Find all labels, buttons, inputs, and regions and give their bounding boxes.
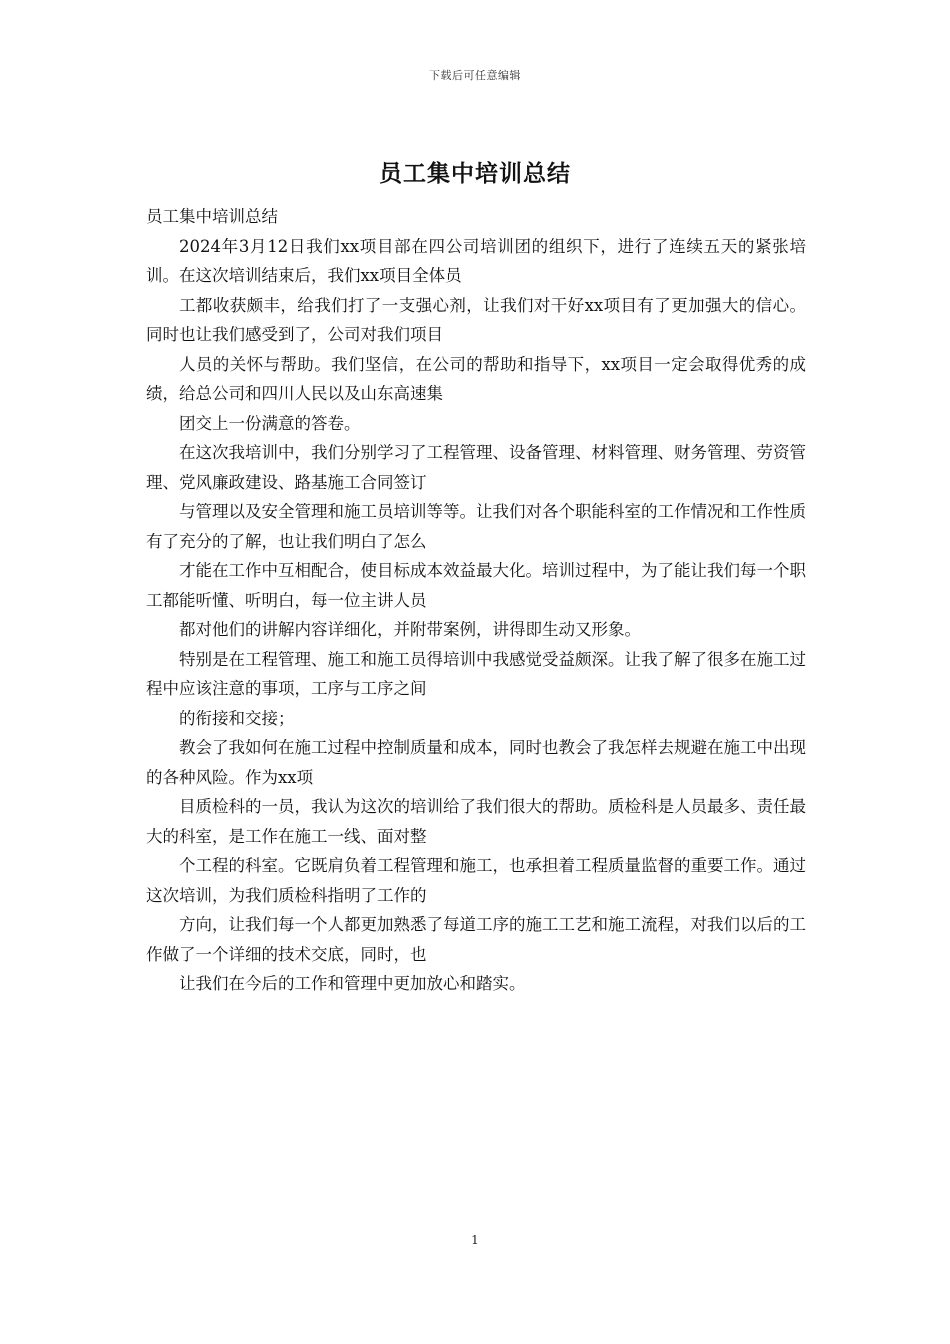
page-number: 1: [471, 1233, 479, 1247]
paragraph: 教会了我如何在施工过程中控制质量和成本，同时也教会了我怎样去规避在施工中出现的各种风险。作为xx项: [146, 738, 806, 787]
paragraph: 与管理以及安全管理和施工员培训等等。让我们对各个职能科室的工作情况和工作性质有了充分的了解，也让我们明白了怎么: [146, 502, 806, 551]
paragraph: 特别是在工程管理、施工和施工员得培训中我感觉受益颇深。让我了解了很多在施工过程中应该注意的事项，工序与工序之间: [146, 649, 806, 698]
header-note: 下载后可任意编辑: [429, 69, 521, 82]
paragraph: 让我们在今后的工作和管理中更加放心和踏实。: [179, 974, 526, 993]
paragraph: 目质检科的一员，我认为这次的培训给了我们很大的帮助。质检科是人员最多、责任最大的科室，是工作在施工一线、面对整: [146, 797, 806, 846]
paragraph: 工都收获颇丰，给我们打了一支强心剂，让我们对干好xx项目有了更加强大的信心。同时也让我们感受到了，公司对我们项目: [146, 295, 806, 344]
document-title: 员工集中培训总结: [379, 160, 571, 187]
paragraph: 团交上一份满意的答卷。: [179, 413, 361, 433]
paragraph: 才能在工作中互相配合，使目标成本效益最大化。培训过程中，为了能让我们每一个职工都能听懂、听明白，每一位主讲人员: [146, 561, 806, 610]
subtitle-paragraph: 员工集中培训总结: [146, 207, 278, 226]
paragraph: 人员的关怀与帮助。我们坚信，在公司的帮助和指导下，xx项目一定会取得优秀的成绩，给总公司和四川人民以及山东高速集: [146, 354, 806, 403]
paragraph: 都对他们的讲解内容详细化，并附带案例，讲得即生动又形象。: [179, 620, 641, 639]
paragraph: 2024年3月12日我们xx项目部在四公司培训团的组织下，进行了连续五天的紧张培训。在这次培训结束后，我们xx项目全体员: [146, 236, 806, 285]
document-body: [146, 202, 806, 999]
paragraph: 在这次我培训中，我们分别学习了工程管理、设备管理、材料管理、财务管理、劳资管理、党风廉政建设、路基施工合同签订: [146, 443, 806, 492]
paragraph: 个工程的科室。它既肩负着工程管理和施工，也承担着工程质量监督的重要工作。通过这次培训，为我们质检科指明了工作的: [146, 856, 806, 905]
paragraph: 的衔接和交接；: [179, 708, 295, 728]
paragraph: 方向，让我们每一个人都更加熟悉了每道工序的施工工艺和施工流程，对我们以后的工作做了一个详细的技术交底，同时，也: [146, 915, 806, 964]
